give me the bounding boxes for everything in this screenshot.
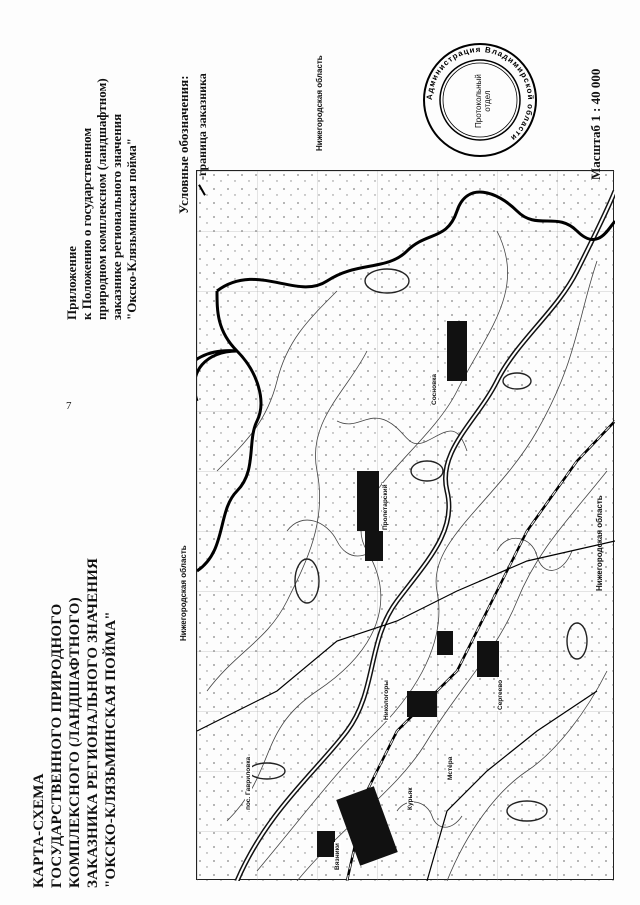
appendix-line: "Окско-Клязьминская пойма": [124, 138, 139, 320]
title-line: КОМПЛЕКСНОГО (ЛАНДШАФТНОГО): [67, 597, 83, 888]
page-number: 7: [66, 400, 72, 412]
map-scale: Масштаб 1 : 40 000: [588, 68, 603, 180]
appendix-note: [64, 78, 139, 320]
place-label: Мстёра: [447, 756, 454, 780]
region-label: Нижегородская область: [595, 495, 604, 591]
place-label: Курьяк: [407, 787, 414, 810]
stamp-center: [474, 74, 492, 128]
place-label: Никологоры: [383, 680, 390, 720]
title-line: ЗАКАЗНИКА РЕГИОНАЛЬНОГО ЗНАЧЕНИЯ: [85, 557, 101, 888]
map-drawing: [197, 171, 615, 881]
appendix-line: заказнике регионального значения: [109, 113, 124, 320]
legend-title: Условные обозначения:: [176, 75, 191, 214]
region-label: Нижегородская область: [179, 545, 188, 641]
stamp-center-line: отдел: [483, 90, 492, 112]
place-label: Пролетарский: [382, 484, 389, 530]
stamp-center-line: Протокольный: [474, 74, 483, 128]
appendix-line: природном комплексном (ландшафтном): [94, 78, 109, 320]
stamp-ring-text: Администрация Владимирской области: [424, 44, 536, 144]
legend-item: [193, 73, 211, 196]
appendix-line: к Положению о государственном: [79, 127, 94, 320]
boundary-line-icon: [198, 184, 206, 195]
title-line: "ОКСКО-КЛЯЗЬМИНСКАЯ ПОЙМА": [103, 611, 119, 888]
title-line: ГОСУДАРСТВЕННОГО ПРИРОДНОГО: [49, 603, 65, 888]
legend-item-label: -граница заказника: [195, 73, 209, 180]
title-line: КАРТА-СХЕМА: [31, 773, 47, 888]
map-title: [30, 558, 120, 888]
official-stamp: [420, 40, 540, 160]
appendix-line: Приложение: [64, 245, 79, 320]
region-label: Нижегородская область: [315, 55, 324, 151]
place-label: Вязники: [334, 843, 341, 870]
place-label: Сосновка: [431, 374, 438, 405]
place-label: Сергеево: [497, 679, 504, 710]
place-label: пос. Гавриловка: [245, 756, 252, 810]
